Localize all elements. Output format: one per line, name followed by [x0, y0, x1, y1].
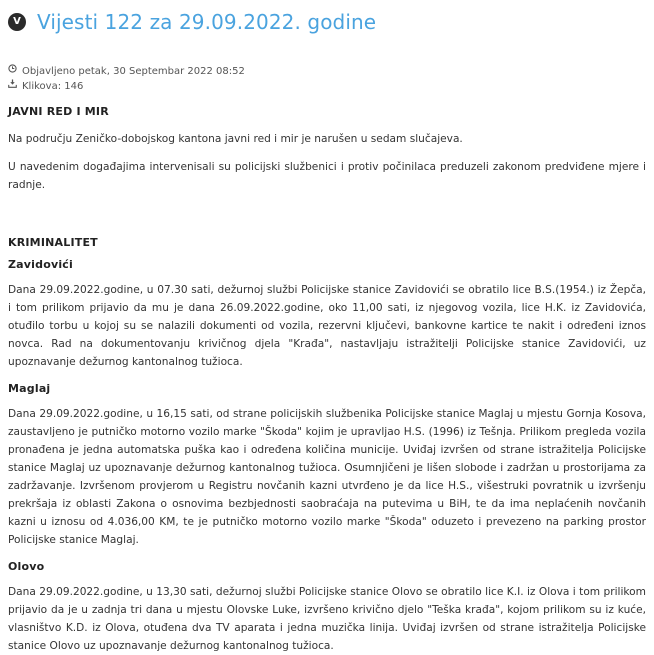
- hits-row: [8, 79, 245, 94]
- olovo-paragraph: Dana 29.09.2022.godine, u 13,30 sati, dežurnoj službi Policijske stanice Olovo se obratilo lice K.I. iz Olova i tom prilikom prijavio da je u zadnja tri dana u mjestu Olovske Luke, izvršeno krivično djelo "Teška krađa", kojom prilikom su iz kuće, vlasništvo K.D. iz Olova, otuđena dva TV aparata i jedna muzička linija. Uviđaj izvršen od strane istražitelja Policijske stanice Olovo uz upoznavanje dežurnog kantonalnog tužioca.: [8, 586, 646, 652]
- published-row: [8, 64, 245, 79]
- published-date: Objavljeno petak, 30 Septembar 2022 08:52: [22, 66, 245, 77]
- public-order-paragraph-1: Na području Zeničko-dobojskog kantona javni red i mir je narušen u sedam slučajeva.: [8, 133, 463, 145]
- subheading-maglaj: Maglaj: [8, 382, 51, 395]
- download-icon: [8, 79, 19, 94]
- article-body: [8, 104, 646, 655]
- article-title[interactable]: Vijesti 122 za 29.09.2022. godine: [37, 10, 377, 34]
- subheading-olovo: Olovo: [8, 560, 45, 573]
- clock-icon: [8, 64, 19, 79]
- hits-count: Klikova: 146: [22, 81, 84, 92]
- subheading-zavidovici: Zavidovići: [8, 258, 74, 271]
- zavidovici-paragraph: Dana 29.09.2022.godine, u 07.30 sati, dežurnoj službi Policijske stanice Zavidovići se obratilo lice B.S.(1954.) iz Žepča, i tom prilikom prijavio da mu je dana 26.09.2022.godine, oko 11,00 sati, iz njegovog vozila, lice H.K. iz Zavidovića, otuđilo torbu u kojoj su se nalazili dokumenti od vozila, rezervni ključevi, bankovne kartice te nakit i određeni iznos novca. Rad na dokumentovanju krivičnog djela "Krađa", nastavljaju istražitelji Policijske stanice Zavidovići, uz upoznavanje dežurnog kantonalnog tužioca.: [8, 284, 646, 368]
- article-meta: [8, 64, 245, 94]
- maglaj-paragraph: Dana 29.09.2022.godine, u 16,15 sati, od strane policijskih službenika Policijske stanice Maglaj u mjestu Gornja Kosova, zaustavljeno je putničko motorno vozilo marke "Škoda" kojim je upravljao H.S. (1996) iz Tešnja. Prilikom pregleda vozila pronađena je jedna automatska puška kao i određena količina municije. Uviđaj izvršen od strane istražitelja Policijske stanice Maglaj uz upoznavanje dežurnog kantonalnog tužioca. Osumnjičeni je lišen slobode i zadržan u prostorijama za zadržavanje. Izvršenom provjerom u Registru novčanih kazni utvrđeno je da lice H.S., višestruki povratnik u izvršenju prekršaja iz oblasti Zakona o osnovima bezbjednosti saobraćaja na putevima u BiH, te da ima neplaćenih novčanih kazni u iznosu od 4.036,00 KM, te je putničko motorno vozilo marke "Škoda" oduzeto i prevezeno na parking prostor Policijske stanice Maglaj.: [8, 408, 646, 546]
- section-heading-public-order: JAVNI RED I MIR: [8, 105, 109, 118]
- section-heading-crime: KRIMINALITET: [8, 236, 98, 249]
- article-header: [8, 9, 376, 35]
- public-order-paragraph-2: U navedenim događajima intervenisali su policijski službenici i protiv počinilaca preduzeli zakonom predviđene mjere i radnje.: [8, 161, 646, 191]
- category-badge[interactable]: V: [8, 13, 26, 31]
